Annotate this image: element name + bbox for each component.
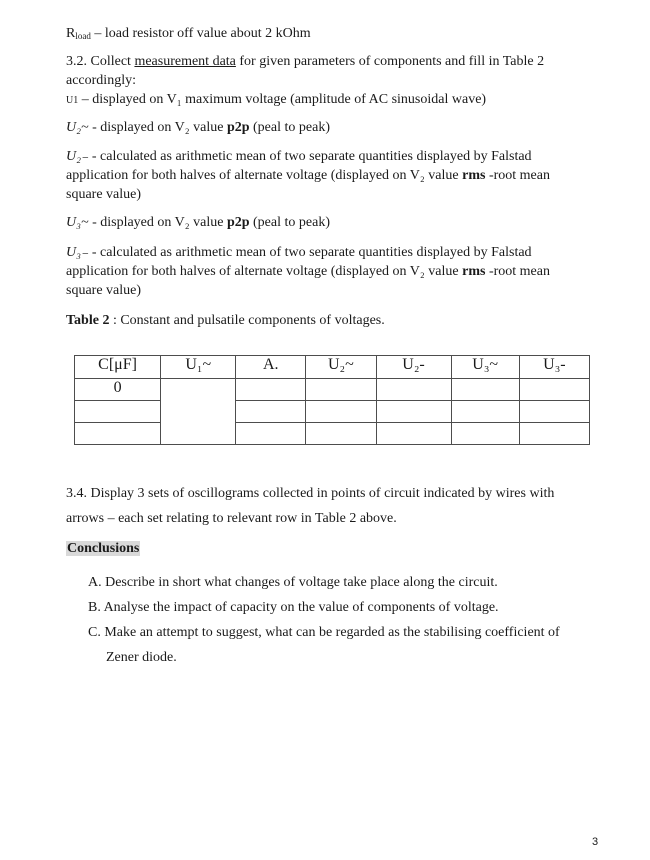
table-cell bbox=[306, 401, 376, 423]
u2b-symbol: U₂₋ bbox=[66, 149, 89, 164]
u2a-t2: (peal to peak) bbox=[249, 120, 330, 135]
u3b-t2: -root mean square value) bbox=[66, 264, 550, 298]
table-cell bbox=[451, 401, 519, 423]
conclusion-item-b: B. Analyse the impact of capacity on the value of components of voltage. bbox=[88, 600, 499, 615]
table-cell bbox=[376, 379, 451, 401]
p32-link-text: measurement data bbox=[134, 54, 236, 69]
table-cell bbox=[519, 423, 589, 445]
para-3-2 bbox=[66, 52, 586, 90]
table-caption-bold: Table 2 bbox=[66, 313, 110, 328]
u2b-t2: -root mean square value) bbox=[66, 168, 550, 202]
u3b-bold: rms bbox=[462, 264, 486, 279]
table-cell bbox=[306, 423, 376, 445]
u1-text: – displayed on V₁ maximum voltage (amplitude of AC sinusoidal wave) bbox=[78, 92, 487, 107]
para-3-4: 3.4. Display 3 sets of oscillograms collected in points of circuit indicated by wires with arrows – each set relating to relevant row in Table 2 above. bbox=[66, 486, 555, 526]
table-cell bbox=[451, 379, 519, 401]
table-cell bbox=[376, 401, 451, 423]
table-cell bbox=[236, 379, 306, 401]
rload-line bbox=[66, 24, 311, 46]
table-row bbox=[75, 401, 590, 423]
th-u2-dc: U₂- bbox=[376, 356, 451, 379]
rload-text: – load resistor off value about 2 kOhm bbox=[90, 26, 311, 41]
u3b-paragraph bbox=[66, 243, 586, 300]
table-row bbox=[75, 423, 590, 445]
th-u2-ac: U₂~ bbox=[306, 356, 376, 379]
conclusions-heading bbox=[66, 539, 140, 558]
u2b-paragraph bbox=[66, 147, 586, 204]
conclusion-item-a: A. Describe in short what changes of voltage take place along the circuit. bbox=[88, 575, 498, 590]
table-cell-merged bbox=[161, 379, 236, 445]
u3a-t1: - displayed on V₂ value bbox=[88, 215, 227, 230]
conclusions-title: Conclusions bbox=[67, 541, 140, 556]
table-caption-text: : Constant and pulsatile components of voltages. bbox=[109, 313, 385, 328]
u3b-symbol: U₃₋ bbox=[66, 245, 89, 260]
conclusion-item-c-cont: Zener diode. bbox=[106, 650, 177, 665]
rload-symbol: R bbox=[66, 26, 76, 41]
table-cell bbox=[75, 423, 161, 445]
page-number: 3 bbox=[592, 836, 599, 848]
p32-lead: 3.2. Collect bbox=[66, 54, 135, 69]
conclusion-item-c: C. Make an attempt to suggest, what can be regarded as the stabilising coefficient of bbox=[88, 625, 560, 640]
table-cell bbox=[519, 401, 589, 423]
u3a-symbol: U₃~ bbox=[66, 215, 89, 230]
u2b-t1: - calculated as arithmetic mean of two separate quantities displayed by Falstad application for both halves of alternate voltage (displayed on V₂ value bbox=[66, 149, 532, 183]
table-header-row bbox=[75, 356, 590, 379]
u3a-bold: p2p bbox=[226, 215, 250, 230]
table-2 bbox=[74, 355, 590, 445]
table-cell bbox=[75, 401, 161, 423]
u2a-line bbox=[66, 118, 330, 137]
u3a-line bbox=[66, 213, 330, 232]
u3a-t2: (peal to peak) bbox=[249, 215, 330, 230]
table-caption bbox=[66, 311, 385, 330]
th-a: A. bbox=[236, 356, 306, 379]
table-row bbox=[75, 379, 590, 401]
table-cell bbox=[519, 379, 589, 401]
table-cell bbox=[306, 379, 376, 401]
u2a-bold: p2p bbox=[226, 120, 250, 135]
th-u3-dc: U₃- bbox=[519, 356, 589, 379]
p32-rest: for given parameters of components and fill in Table 2 accordingly: bbox=[66, 54, 545, 88]
u2a-symbol: U₂~ bbox=[66, 120, 89, 135]
th-u1: U₁~ bbox=[161, 356, 236, 379]
th-u3-ac: U₃~ bbox=[451, 356, 519, 379]
conclusions-list bbox=[88, 570, 588, 670]
u2b-bold: rms bbox=[462, 168, 486, 183]
u1-line bbox=[66, 90, 486, 110]
table-cell bbox=[376, 423, 451, 445]
th-c: C[μF] bbox=[75, 356, 161, 379]
rload-sub: load bbox=[75, 31, 91, 41]
table-cell bbox=[236, 423, 306, 445]
u2a-t1: - displayed on V₂ value bbox=[88, 120, 227, 135]
table-cell: 0 bbox=[75, 379, 161, 401]
table-cell bbox=[451, 423, 519, 445]
u3b-t1: - calculated as arithmetic mean of two separate quantities displayed by Falstad application for both halves of alternate voltage (displayed on V₂ value bbox=[66, 245, 532, 279]
table-cell bbox=[236, 401, 306, 423]
u1-symbol: U1 bbox=[66, 95, 79, 106]
